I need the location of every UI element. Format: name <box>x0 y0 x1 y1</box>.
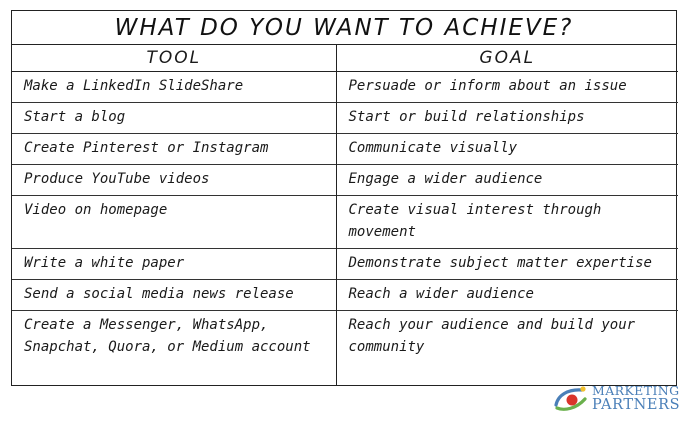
goal-cell: Demonstrate subject matter expertise <box>336 249 678 280</box>
tool-cell: Video on homepage <box>12 196 336 249</box>
goal-cell: Reach a wider audience <box>336 280 678 311</box>
table-row <box>12 72 678 103</box>
table-row <box>12 311 678 386</box>
goals-table-card <box>11 10 677 386</box>
table-row <box>12 165 678 196</box>
table-row <box>12 249 678 280</box>
tool-cell: Send a social media news release <box>12 280 336 311</box>
table-row <box>12 103 678 134</box>
goal-cell: Engage a wider audience <box>336 165 678 196</box>
table-row <box>12 134 678 165</box>
logo-text-marketing: MARKETING <box>592 383 680 398</box>
tool-cell: Write a white paper <box>12 249 336 280</box>
logo-text-partners: PARTNERS <box>592 397 681 413</box>
table-row <box>12 280 678 311</box>
goal-cell: Communicate visually <box>336 134 678 165</box>
tool-cell: Produce YouTube videos <box>12 165 336 196</box>
table-title: WHAT DO YOU WANT TO ACHIEVE? <box>12 11 676 45</box>
tool-cell: Make a LinkedIn SlideShare <box>12 72 336 103</box>
goal-column-header: GOAL <box>336 45 678 72</box>
goal-cell: Persuade or inform about an issue <box>336 72 678 103</box>
tool-column-header: TOOL <box>12 45 336 72</box>
swirl-logo-icon <box>552 383 590 413</box>
header-row <box>12 45 678 72</box>
tool-cell: Create a Messenger, WhatsApp, Snapchat, Quora, or Medium account <box>12 311 336 386</box>
goal-cell: Start or build relationships <box>336 103 678 134</box>
tool-goal-table <box>12 45 678 385</box>
goal-cell: Reach your audience and build your community <box>336 311 678 386</box>
tool-cell: Create Pinterest or Instagram <box>12 134 336 165</box>
table-row <box>12 196 678 249</box>
goal-cell: Create visual interest through movement <box>336 196 678 249</box>
marketing-partners-logo <box>552 380 682 416</box>
tool-cell: Start a blog <box>12 103 336 134</box>
